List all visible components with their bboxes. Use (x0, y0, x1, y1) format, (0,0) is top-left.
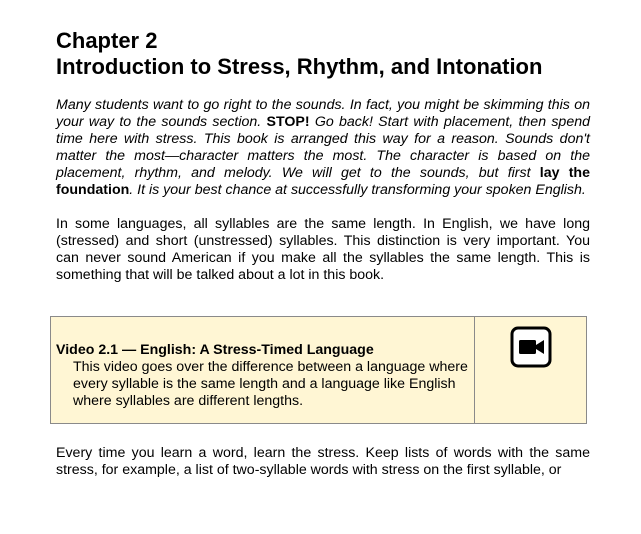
syllables-paragraph: In some languages, all syllables are the same length. In English, we have long (stressed) and short (unstressed) syllables. This distinction is very important. You can never sound American if you make all the syllables the same length. This is something that will be talked about a lot in this book. (56, 216, 590, 283)
chapter-heading (56, 28, 590, 80)
intro-text-3: . It is your best chance at successfully transforming your spoken English. (129, 182, 586, 198)
video-camera-icon[interactable] (510, 326, 552, 368)
foundation-emphasis: lay the foundation (56, 165, 590, 198)
video-icon-cell (475, 317, 586, 423)
video-callout-box (50, 316, 587, 424)
stop-emphasis: STOP! (266, 114, 310, 130)
intro-text-1: Many students want to go right to the sounds. In fact, you might be skimming this on your way to the sounds section. (56, 97, 590, 130)
page-content (56, 28, 590, 284)
video-description: This video goes over the difference between a language where every syllable is the same length and a language like English where syllables are different lengths. (73, 359, 468, 409)
video-text-cell (51, 317, 475, 423)
chapter-number: Chapter 2 (56, 28, 158, 53)
chapter-title: Introduction to Stress, Rhythm, and Intonation (56, 54, 543, 79)
video-title: Video 2.1 — English: A Stress-Timed Language (56, 342, 374, 358)
final-paragraph: Every time you learn a word, learn the stress. Keep lists of words with the same stress, for example, a list of two-syllable words with stress on the first syllable, or (56, 445, 590, 478)
intro-paragraph (56, 97, 590, 199)
intro-text-2: Go back! Start with placement, then spend time here with stress. This book is arranged this way for a reason. Sounds don't matter the most—character matters the most. The character is based on the placement, rhythm, and melody. We will get to the sounds, but first (56, 114, 590, 181)
